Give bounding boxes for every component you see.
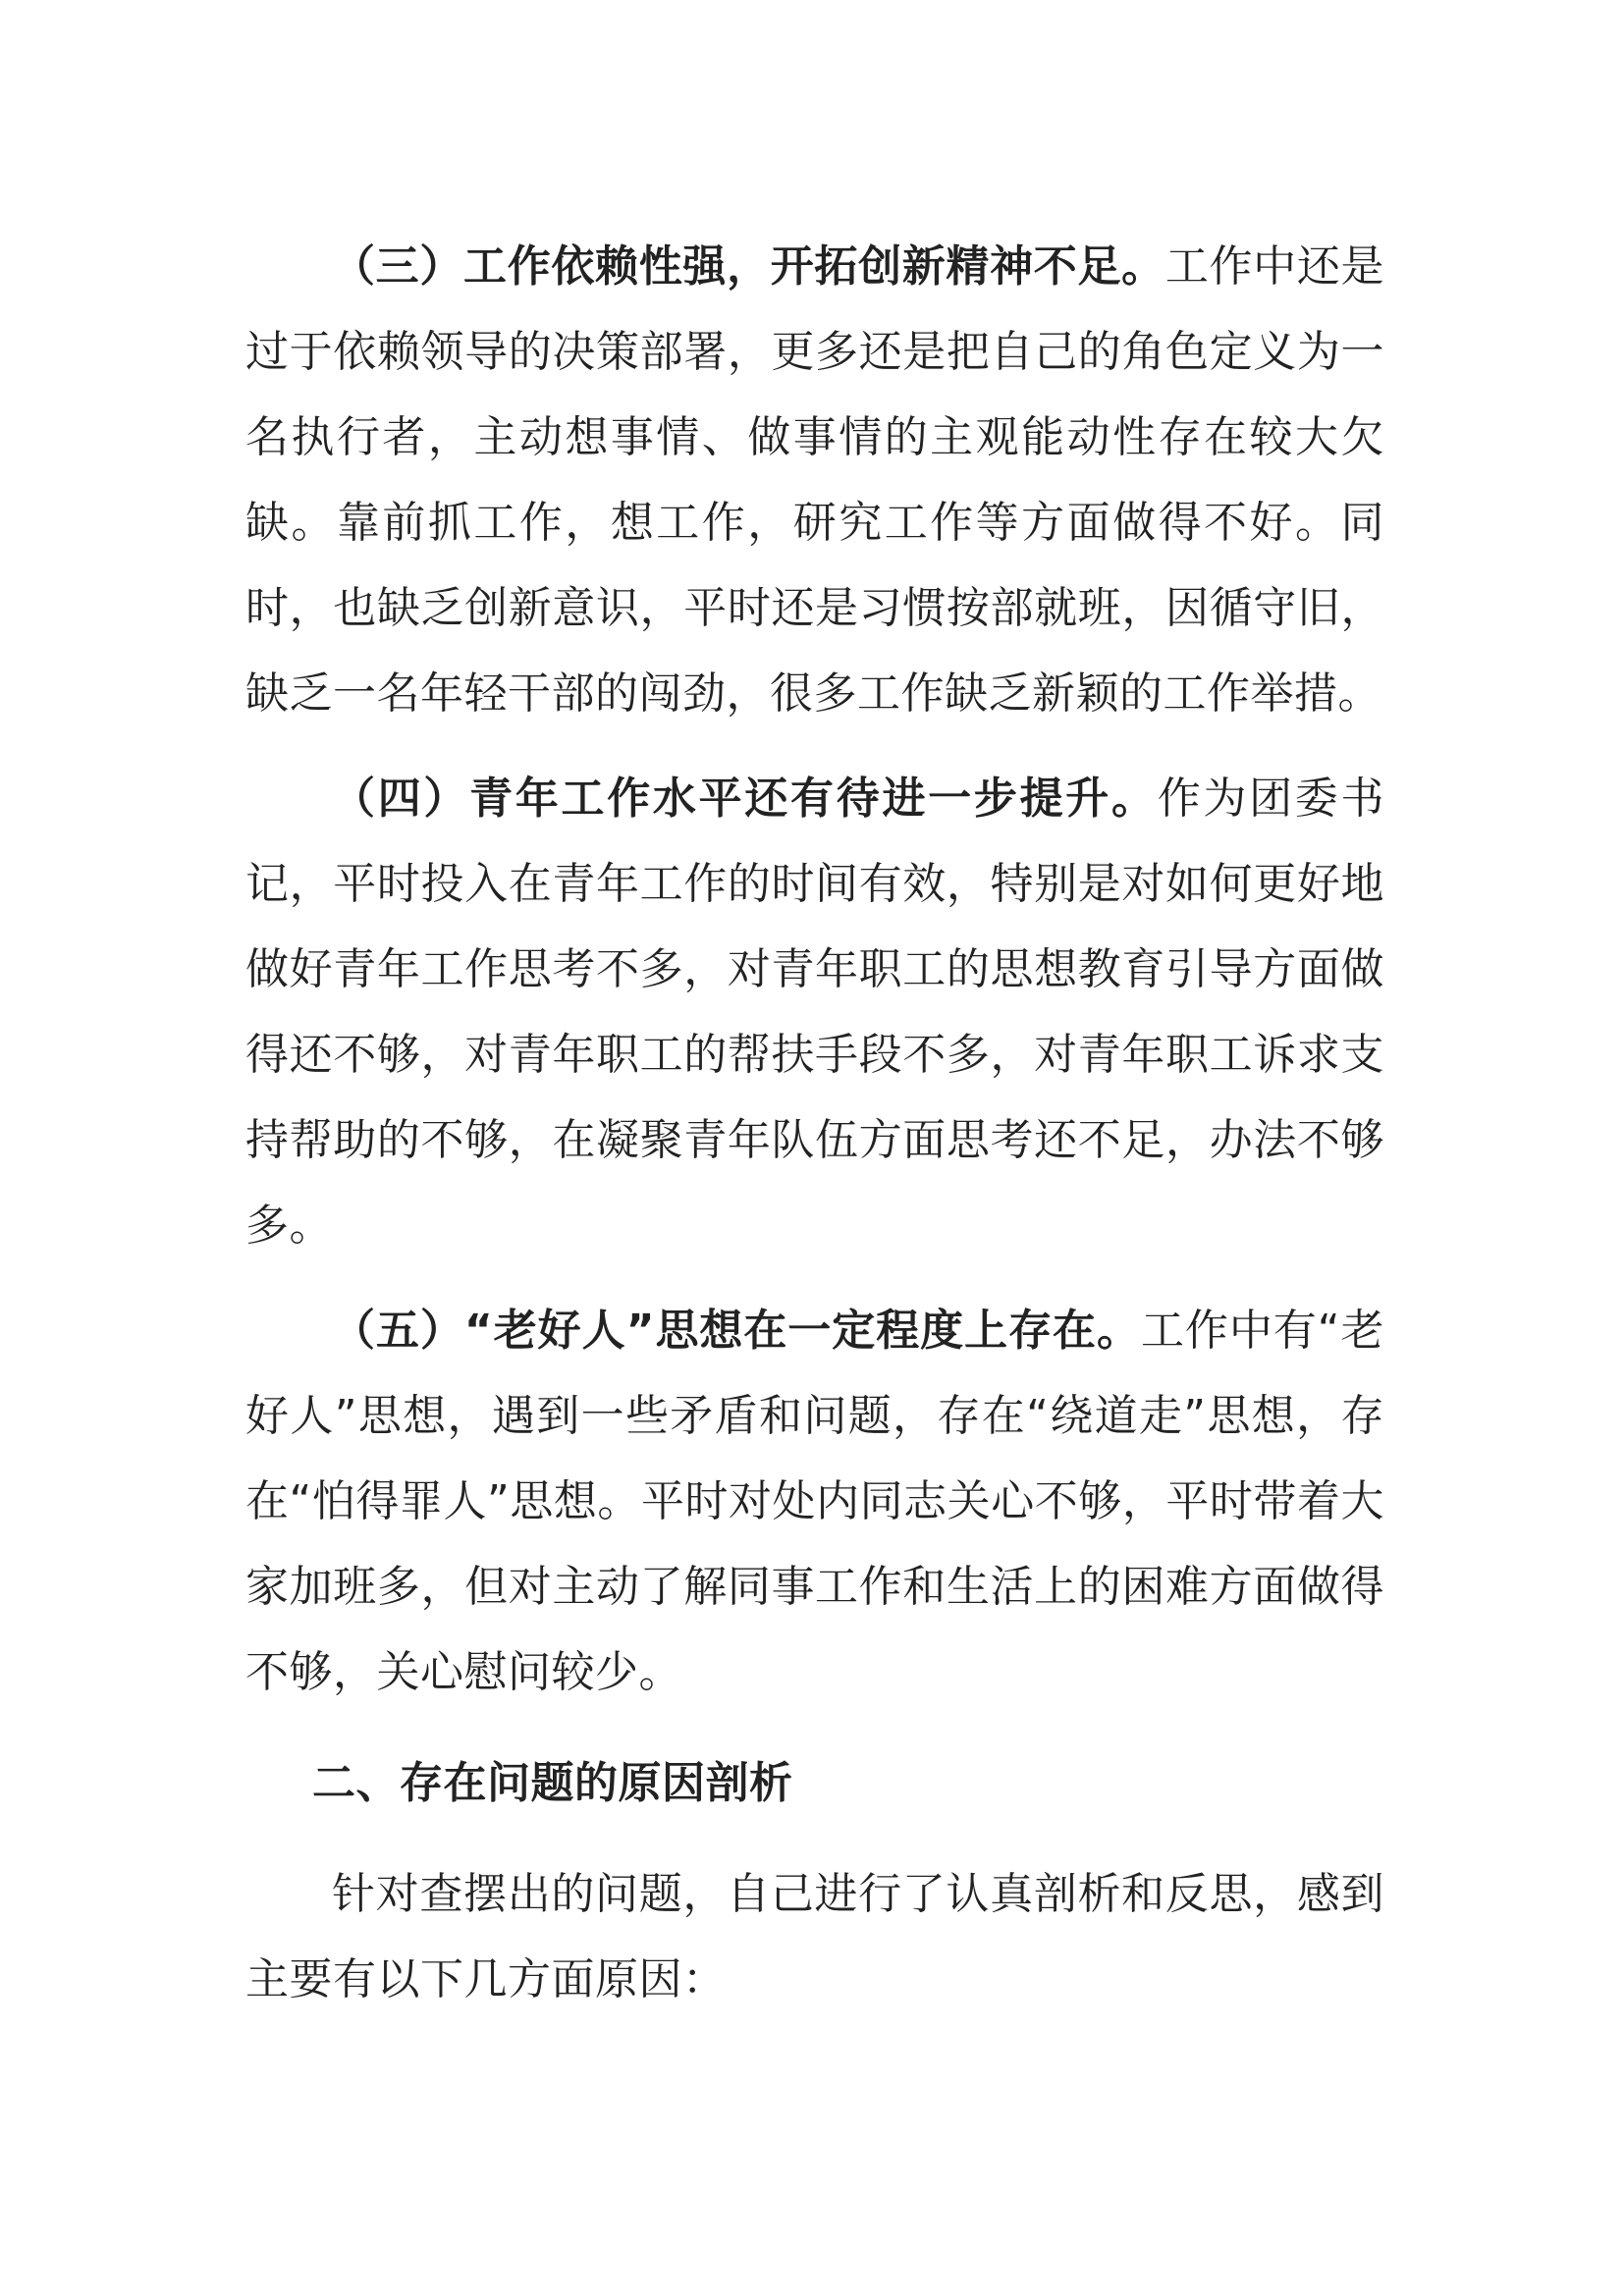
- paragraph-text: 工作中有“老好人”思想，遇到一些矛盾和问题，存在“绕道走”思想，存在“怕得罪人”思想。平时对处内同志关心不够，平时带着大家加班多，但对主动了解同事工作和生活上的困难方面做得不够，关心慰问较少。: [245, 1306, 1384, 1697]
- paragraph-nice-guy: [245, 1288, 1384, 1715]
- paragraph-lead: （三）工作依赖性强，开拓创新精神不足。: [332, 241, 1165, 292]
- paragraph-text: 工作中还是过于依赖领导的决策部署，更多还是把自己的角色定义为一名执行者，主动想事情、做事情的主观能动性存在较大欠缺。靠前抓工作，想工作，研究工作等方面做得不好。同时，也缺乏创新意识，平时还是习惯按部就班，因循守旧，缺乏一名年轻干部的闯劲，很多工作缺乏新颖的工作举措。: [245, 241, 1385, 719]
- closing-paragraph: 针对查摆出的问题，自己进行了认真剖析和反思，感到主要有以下几方面原因：: [245, 1869, 1384, 2004]
- section-heading: 二、存在问题的原因剖析: [312, 1758, 793, 1808]
- document-body: [245, 224, 1384, 2022]
- paragraph-dependence: [245, 224, 1384, 736]
- paragraph-lead: （五）“老好人”思想在一定程度上存在。: [332, 1306, 1141, 1356]
- paragraph-youth-work: [245, 756, 1384, 1268]
- paragraph-lead: （四）青年工作水平还有待进一步提升。: [332, 774, 1158, 824]
- paragraph-text: 作为团委书记，平时投入在青年工作的时间有效，特别是对如何更好地做好青年工作思考不多，对青年职工的思想教育引导方面做得还不够，对青年职工的帮扶手段不多，对青年职工诉求支持帮助的不够，在凝聚青年队伍方面思考还不足，办法不够多。: [245, 774, 1385, 1251]
